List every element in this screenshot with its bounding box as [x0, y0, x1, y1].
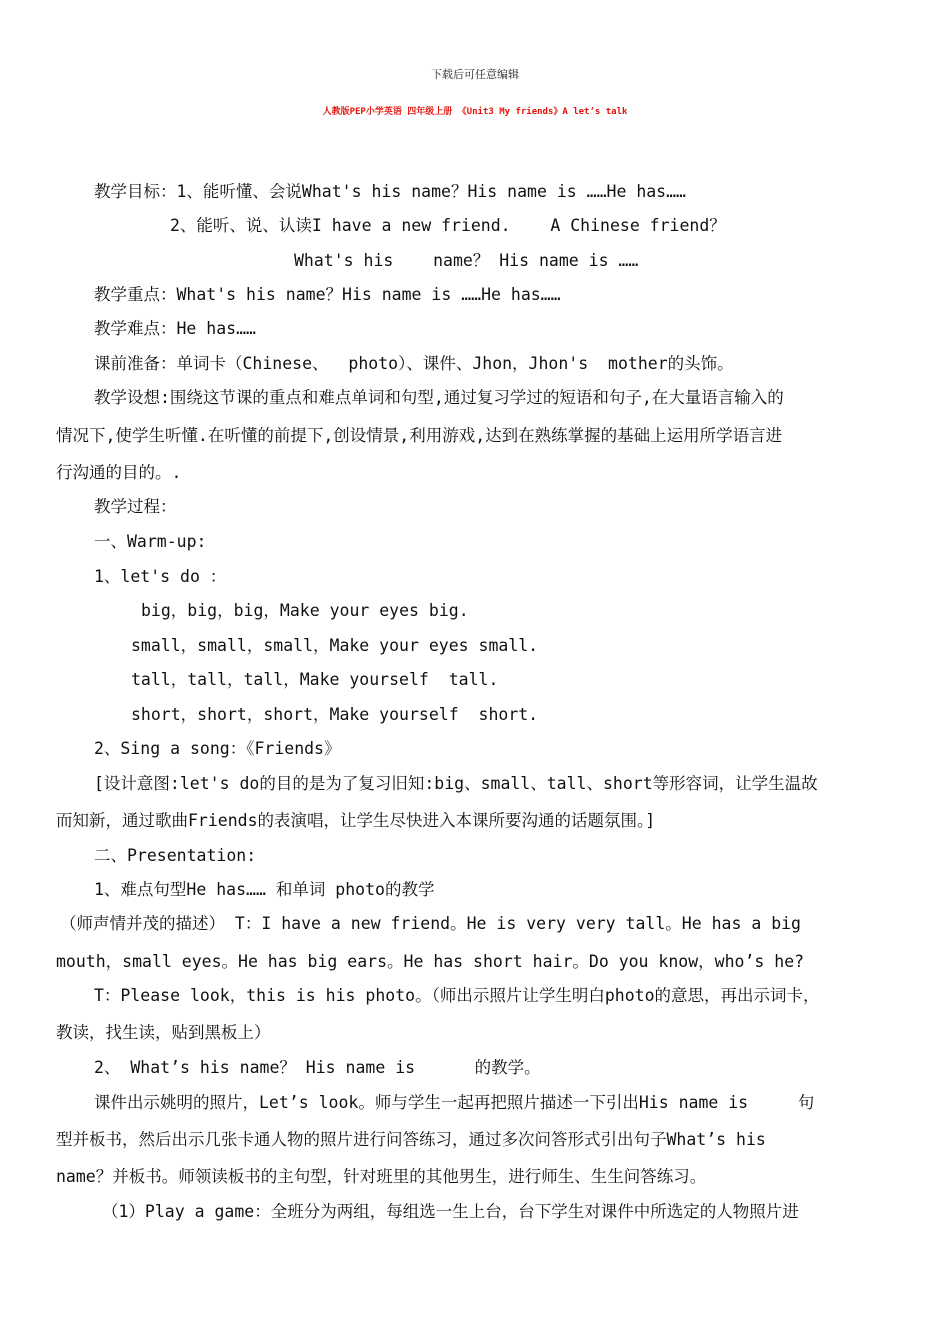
- song-line: 2、Sing a song：《Friends》: [94, 739, 341, 758]
- presentation-item-1: 1、难点句型He has…… 和单词 photo的教学: [94, 880, 435, 899]
- intent-line-2: 而知新，通过歌曲Friends的表演唱，让学生尽快进入本课所要沟通的话题氛围。]: [56, 811, 656, 830]
- intent-line-1: [设计意图:let's do的目的是为了复习旧知:big、small、tall、short等形容词，让学生温故: [94, 774, 818, 793]
- design-line-2: 情况下,使学生听懂.在听懂的前提下,创设情景,利用游戏,达到在熟练掌握的基础上运用所学语言进: [56, 426, 783, 445]
- courseware-line-1: 课件出示姚明的照片，Let’s look。师与学生一起再把照片描述一下引出His name is 句: [94, 1093, 815, 1112]
- preparation-line: 课前准备：单词卡（Chinese、 photo）、课件、Jhon，Jhon's mother的头饰。: [94, 354, 734, 373]
- process-heading: 教学过程：: [94, 497, 177, 516]
- design-line-1: 教学设想:围绕这节课的重点和难点单词和句型,通过复习学过的短语和句子,在大量语言输入的: [94, 388, 784, 407]
- courseware-line-3: name？并板书。师领读板书的主句型，针对班里的其他男生，进行师生、生生问答练习。: [56, 1167, 707, 1186]
- chant-line-3: tall，tall，tall，Make yourself tall.: [131, 670, 499, 689]
- key-point-line: 教学重点：What's his name？His name is ……He has……: [94, 285, 561, 304]
- design-line-3: 行沟通的目的。.: [56, 463, 182, 482]
- presentation-item-2: 2、 What’s his name？ His name is 的教学。: [94, 1058, 541, 1077]
- page-header: 下载后可任意编辑: [431, 68, 519, 81]
- courseware-line-2: 型并板书，然后出示几张卡通人物的照片进行问答练习，通过多次问答形式引出句子What’s his: [56, 1130, 766, 1149]
- warmup-heading: 一、Warm-up:: [94, 532, 207, 551]
- difficulty-line: 教学难点：He has……: [94, 319, 256, 338]
- teacher-description-2: mouth，small eyes。He has big ears。He has short hair。Do you know，who’s he?: [56, 952, 805, 971]
- chant-line-2: small，small，small，Make your eyes small.: [131, 636, 539, 655]
- game-line: （1）Play a game：全班分为两组，每组选一生上台，台下学生对课件中所选定的人物照片进: [102, 1202, 799, 1221]
- chant-line-1: big，big，big，Make your eyes big.: [141, 601, 469, 620]
- chant-line-4: short，short，short，Make yourself short.: [131, 705, 539, 724]
- letsdo-heading: 1、let's do ：: [94, 567, 227, 586]
- objective-line-1: 教学目标：1、能听懂、会说What's his name？His name is ……He has……: [94, 182, 686, 201]
- photo-line-1: T：Please look，this is his photo。（师出示照片让学生明白photo的意思，再出示词卡，: [94, 986, 820, 1005]
- photo-line-2: 教读，找生读，贴到黑板上）: [56, 1023, 271, 1042]
- document-title: 人教版PEP小学英语 四年级上册 《Unit3 My friends》A let’s talk: [322, 107, 628, 117]
- teacher-description-1: （师声情并茂的描述） T：I have a new friend。He is very very tall。He has a big: [60, 914, 801, 933]
- objective-line-2: 2、能听、说、认读I have a new friend. A Chinese friend？: [170, 216, 726, 235]
- presentation-heading: 二、Presentation:: [94, 846, 257, 865]
- objective-line-3: What's his name？ His name is ……: [294, 251, 639, 270]
